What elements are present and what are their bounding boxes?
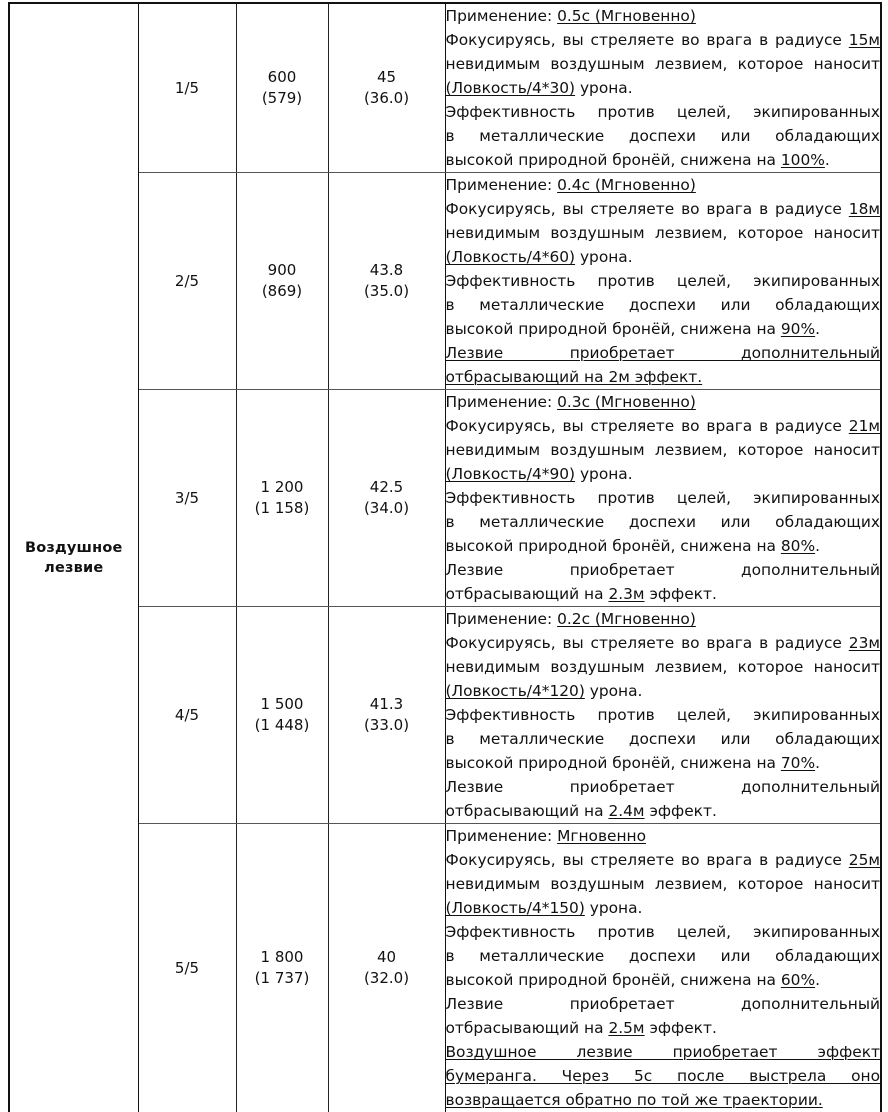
armor-effect-period: . xyxy=(815,320,820,338)
knockback-distance: 2м xyxy=(608,368,629,386)
cost-sub-value: (869) xyxy=(237,281,328,302)
cast-time-line xyxy=(446,824,881,848)
cost-cell xyxy=(236,390,328,607)
radius-value: 23м xyxy=(849,634,880,652)
boomerang-line-2 xyxy=(446,1064,881,1088)
knockback-text: Лезвие приобретает дополнительный xyxy=(446,778,881,796)
skill-name-cell xyxy=(9,3,138,1112)
cast-time-label: Применение: xyxy=(446,610,553,628)
armor-effect-line-3 xyxy=(446,968,881,992)
cooldown-main-value: 40 xyxy=(329,947,445,968)
cooldown-sub-value: (35.0) xyxy=(329,281,445,302)
knockback-line-2 xyxy=(446,1016,881,1040)
attack-text-pre: Фокусируясь, вы стреляете во врага в радиусе xyxy=(446,31,842,49)
cost-sub-value: (1 737) xyxy=(237,968,328,989)
knockback-text-pre: отбрасывающий на xyxy=(446,802,604,820)
attack-text-post: невидимым воздушным лезвием, которое xyxy=(446,658,804,676)
rank-value: 4/5 xyxy=(175,706,199,724)
knockback-text-post: эффект. xyxy=(649,802,716,820)
rank-value: 1/5 xyxy=(175,79,199,97)
description-cell xyxy=(445,390,881,607)
description-cell xyxy=(445,607,881,824)
damage-formula: (Ловкость/4*90) xyxy=(446,465,576,483)
rank-cell xyxy=(138,607,236,824)
attack-text-post: невидимым воздушным лезвием, которое xyxy=(446,224,804,242)
cast-time-value: 0.3с (Мгновенно) xyxy=(557,393,696,411)
rank-value: 5/5 xyxy=(175,959,199,977)
armor-reduction-percent: 90% xyxy=(781,320,815,338)
table-body xyxy=(9,3,881,1112)
description-cell xyxy=(445,3,881,173)
armor-effect-text: высокой природной бронёй, снижена на xyxy=(446,320,776,338)
knockback-text: Лезвие приобретает дополнительный xyxy=(446,561,881,579)
armor-effect-line-2 xyxy=(446,944,881,968)
armor-effect-text: Эффективность против целей, экипированных xyxy=(446,272,881,290)
skill-progression-table xyxy=(8,2,882,1112)
table-row xyxy=(9,173,881,390)
cooldown-cell xyxy=(328,607,445,824)
skill-name-label: Воздушное лезвие xyxy=(25,540,123,576)
armor-effect-line-1 xyxy=(446,920,881,944)
knockback-text: Лезвие приобретает дополнительный xyxy=(446,995,881,1013)
armor-effect-text: высокой природной бронёй, снижена на xyxy=(446,971,776,989)
hits-word: наносит xyxy=(814,658,880,676)
armor-reduction-percent: 80% xyxy=(781,537,815,555)
cooldown-main-value: 43.8 xyxy=(329,260,445,281)
cast-time-value: Мгновенно xyxy=(557,827,646,845)
armor-reduction-percent: 60% xyxy=(781,971,815,989)
attack-text-post: невидимым воздушным лезвием, которое xyxy=(446,441,804,459)
armor-effect-text: Эффективность против целей, экипированных xyxy=(446,103,881,121)
cost-main-value: 1 200 xyxy=(237,477,328,498)
cost-cell xyxy=(236,607,328,824)
knockback-line-2 xyxy=(446,582,881,606)
armor-effect-period: . xyxy=(815,537,820,555)
cooldown-sub-value: (33.0) xyxy=(329,715,445,736)
armor-effect-line-1 xyxy=(446,703,881,727)
attack-text-pre: Фокусируясь, вы стреляете во врага в радиусе xyxy=(446,200,842,218)
armor-effect-text: высокой природной бронёй, снижена на xyxy=(446,537,776,555)
cost-cell xyxy=(236,173,328,390)
radius-value: 21м xyxy=(849,417,880,435)
armor-effect-line-1 xyxy=(446,269,881,293)
damage-formula: (Ловкость/4*150) xyxy=(446,899,585,917)
hits-word: наносит xyxy=(814,441,880,459)
knockback-distance: 2.5м xyxy=(608,1019,644,1037)
attack-text-post: невидимым воздушным лезвием, которое xyxy=(446,875,804,893)
armor-effect-text: Эффективность против целей, экипированных xyxy=(446,923,881,941)
cost-main-value: 1 500 xyxy=(237,694,328,715)
armor-effect-text: высокой природной бронёй, снижена на xyxy=(446,151,776,169)
armor-reduction-percent: 70% xyxy=(781,754,815,772)
armor-effect-text: в металлические доспехи или обладающих xyxy=(446,947,881,965)
armor-effect-text: в металлические доспехи или обладающих xyxy=(446,730,881,748)
hits-word: наносит xyxy=(814,55,880,73)
cast-time-value: 0.4с (Мгновенно) xyxy=(557,176,696,194)
armor-effect-line-2 xyxy=(446,124,881,148)
damage-formula: (Ловкость/4*30) xyxy=(446,79,576,97)
armor-effect-line-2 xyxy=(446,293,881,317)
cast-time-label: Применение: xyxy=(446,827,553,845)
cost-sub-value: (1 158) xyxy=(237,498,328,519)
cost-main-value: 1 800 xyxy=(237,947,328,968)
cooldown-cell xyxy=(328,173,445,390)
rank-cell xyxy=(138,824,236,1112)
cost-sub-value: (579) xyxy=(237,88,328,109)
attack-description xyxy=(446,414,881,486)
boomerang-text: бумеранга. Через 5с после выстрела оно xyxy=(446,1067,881,1085)
table-row xyxy=(9,824,881,1112)
armor-effect-text: в металлические доспехи или обладающих xyxy=(446,127,881,145)
description-cell xyxy=(445,173,881,390)
cooldown-main-value: 42.5 xyxy=(329,477,445,498)
cast-time-line xyxy=(446,390,881,414)
knockback-distance: 2.3м xyxy=(608,585,644,603)
armor-effect-text: Эффективность против целей, экипированных xyxy=(446,706,881,724)
boomerang-text: Воздушное лезвие приобретает эффект xyxy=(446,1043,881,1061)
armor-effect-period: . xyxy=(825,151,830,169)
damage-word: урона. xyxy=(580,248,633,266)
description-cell xyxy=(445,824,881,1112)
cooldown-main-value: 45 xyxy=(329,67,445,88)
attack-description xyxy=(446,197,881,269)
rank-cell xyxy=(138,173,236,390)
armor-effect-period: . xyxy=(815,971,820,989)
armor-effect-line-3 xyxy=(446,534,881,558)
armor-effect-text: Эффективность против целей, экипированных xyxy=(446,489,881,507)
armor-effect-line-3 xyxy=(446,317,881,341)
cost-cell xyxy=(236,3,328,173)
knockback-line-1 xyxy=(446,775,881,799)
damage-formula: (Ловкость/4*120) xyxy=(446,682,585,700)
knockback-text-pre: отбрасывающий на xyxy=(446,368,604,386)
knockback-line-1 xyxy=(446,992,881,1016)
damage-word: урона. xyxy=(590,899,643,917)
attack-description xyxy=(446,28,881,100)
damage-word: урона. xyxy=(590,682,643,700)
attack-text-pre: Фокусируясь, вы стреляете во врага в радиусе xyxy=(446,634,842,652)
cooldown-cell xyxy=(328,3,445,173)
boomerang-line-3 xyxy=(446,1088,881,1112)
cost-cell xyxy=(236,824,328,1112)
knockback-text-pre: отбрасывающий на xyxy=(446,1019,604,1037)
table-row xyxy=(9,607,881,824)
armor-effect-text: в металлические доспехи или обладающих xyxy=(446,296,881,314)
knockback-text: Лезвие приобретает дополнительный xyxy=(446,344,881,362)
radius-value: 15м xyxy=(849,31,880,49)
cooldown-cell xyxy=(328,824,445,1112)
knockback-line-1 xyxy=(446,558,881,582)
armor-effect-text: в металлические доспехи или обладающих xyxy=(446,513,881,531)
damage-word: урона. xyxy=(580,79,633,97)
armor-effect-line-3 xyxy=(446,148,881,172)
rank-value: 2/5 xyxy=(175,272,199,290)
rank-cell xyxy=(138,390,236,607)
armor-effect-line-2 xyxy=(446,510,881,534)
radius-value: 25м xyxy=(849,851,880,869)
cooldown-cell xyxy=(328,390,445,607)
knockback-line-2 xyxy=(446,799,881,823)
hits-word: наносит xyxy=(814,224,880,242)
radius-value: 18м xyxy=(849,200,880,218)
attack-text-post: невидимым воздушным лезвием, которое xyxy=(446,55,804,73)
armor-effect-period: . xyxy=(815,754,820,772)
knockback-line-2 xyxy=(446,365,881,389)
cast-time-line xyxy=(446,607,881,631)
boomerang-text: возвращается обратно по той же траектории. xyxy=(446,1091,823,1109)
rank-value: 3/5 xyxy=(175,489,199,507)
cast-time-line xyxy=(446,173,881,197)
cast-time-label: Применение: xyxy=(446,393,553,411)
cooldown-sub-value: (36.0) xyxy=(329,88,445,109)
cost-main-value: 600 xyxy=(237,67,328,88)
armor-effect-line-1 xyxy=(446,100,881,124)
table-row xyxy=(9,390,881,607)
cooldown-sub-value: (32.0) xyxy=(329,968,445,989)
knockback-text-post: эффект. xyxy=(635,368,702,386)
cast-time-value: 0.2с (Мгновенно) xyxy=(557,610,696,628)
cooldown-main-value: 41.3 xyxy=(329,694,445,715)
attack-text-pre: Фокусируясь, вы стреляете во врага в радиусе xyxy=(446,851,842,869)
armor-reduction-percent: 100% xyxy=(781,151,825,169)
rank-cell xyxy=(138,3,236,173)
armor-effect-line-1 xyxy=(446,486,881,510)
armor-effect-line-2 xyxy=(446,727,881,751)
cost-main-value: 900 xyxy=(237,260,328,281)
cast-time-line xyxy=(446,4,881,28)
table-row xyxy=(9,3,881,173)
attack-text-pre: Фокусируясь, вы стреляете во врага в радиусе xyxy=(446,417,842,435)
damage-formula: (Ловкость/4*60) xyxy=(446,248,576,266)
boomerang-line-1 xyxy=(446,1040,881,1064)
cost-sub-value: (1 448) xyxy=(237,715,328,736)
cast-time-label: Применение: xyxy=(446,7,553,25)
knockback-text-pre: отбрасывающий на xyxy=(446,585,604,603)
cast-time-label: Применение: xyxy=(446,176,553,194)
damage-word: урона. xyxy=(580,465,633,483)
cooldown-sub-value: (34.0) xyxy=(329,498,445,519)
knockback-text-post: эффект. xyxy=(649,1019,716,1037)
hits-word: наносит xyxy=(814,875,880,893)
armor-effect-line-3 xyxy=(446,751,881,775)
knockback-text-post: эффект. xyxy=(649,585,716,603)
attack-description xyxy=(446,631,881,703)
knockback-distance: 2.4м xyxy=(608,802,644,820)
armor-effect-text: высокой природной бронёй, снижена на xyxy=(446,754,776,772)
cast-time-value: 0.5с (Мгновенно) xyxy=(557,7,696,25)
knockback-line-1 xyxy=(446,341,881,365)
attack-description xyxy=(446,848,881,920)
